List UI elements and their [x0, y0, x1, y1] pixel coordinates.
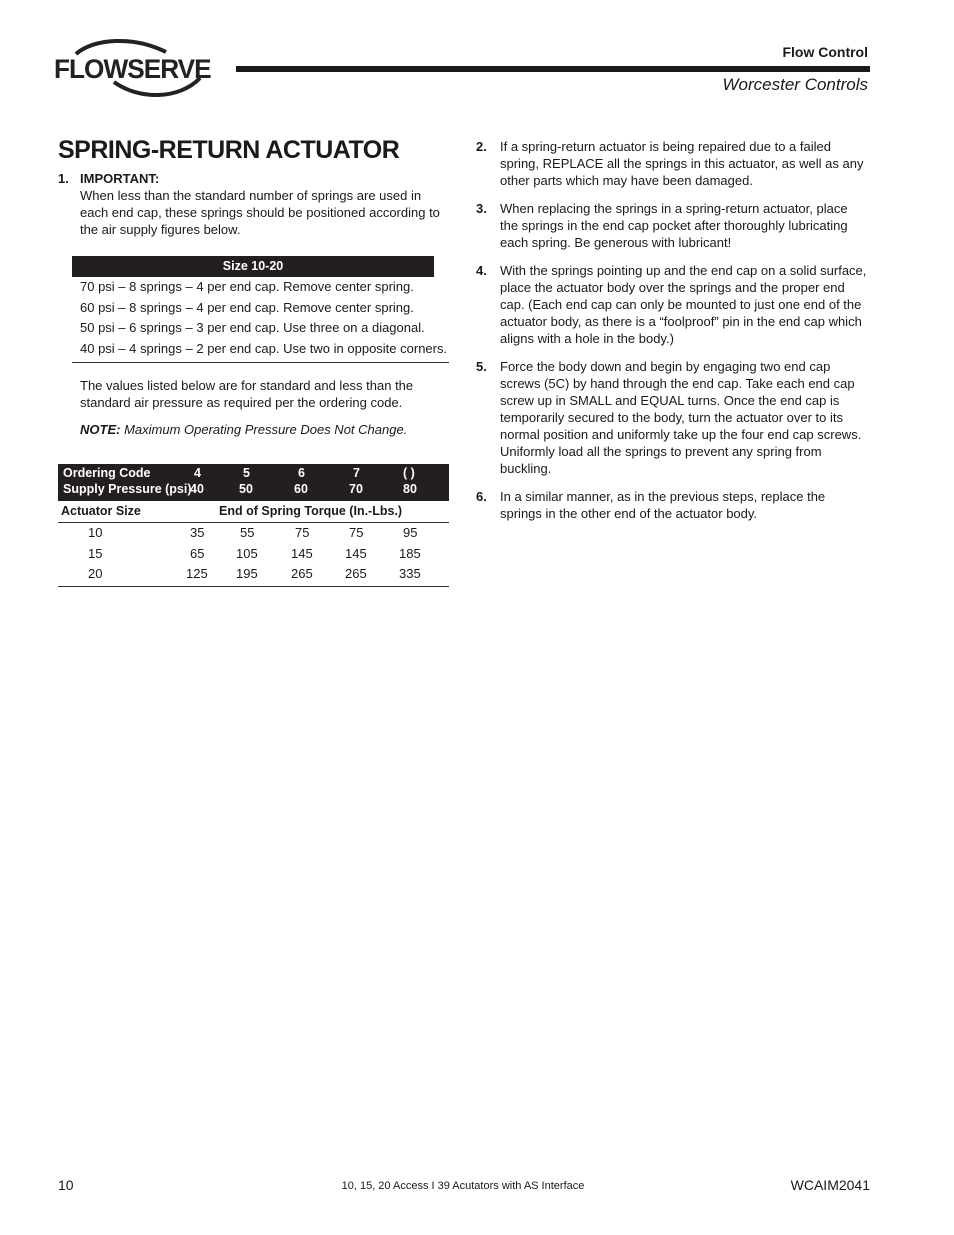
- pressure-cell: 60: [294, 482, 308, 496]
- size-table-row: 50 psi – 6 springs – 3 per end cap. Use three on a diagonal.: [80, 320, 425, 335]
- step-number: 2.: [476, 139, 487, 154]
- document-code: WCAIM2041: [790, 1177, 870, 1193]
- spring-size-table: [72, 256, 448, 356]
- size-cell: 10: [88, 525, 103, 540]
- important-text: When less than the standard number of springs are used in each end cap, these springs should be positioned according to the air supply figures below.: [80, 188, 440, 237]
- code-cell: 4: [194, 466, 201, 480]
- steps-list: [476, 138, 868, 533]
- size-table-header: Size 10-20: [72, 256, 434, 277]
- pressure-cell: 80: [403, 482, 417, 496]
- torque-cell: 265: [345, 566, 367, 581]
- size-table-row: 70 psi – 8 springs – 4 per end cap. Remove center spring.: [80, 279, 414, 294]
- torque-cell: 105: [236, 545, 258, 561]
- important-item: [58, 170, 448, 238]
- torque-table-header: [58, 464, 449, 501]
- note-text: Maximum Operating Pressure Does Not Change.: [120, 422, 408, 437]
- code-cell: 7: [353, 466, 360, 480]
- size-table-row: 60 psi – 8 springs – 4 per end cap. Remove center spring.: [80, 299, 414, 315]
- supply-pressure-label: Supply Pressure (psi): [63, 482, 192, 496]
- torque-cell: 185: [399, 545, 421, 561]
- size-cell: 15: [88, 545, 103, 561]
- note-label: NOTE:: [80, 422, 121, 437]
- step-number: 4.: [476, 263, 487, 278]
- torque-cell: 95: [403, 525, 418, 540]
- torque-cell: 145: [345, 545, 367, 561]
- list-item: [476, 138, 868, 189]
- code-cell: 6: [298, 466, 305, 480]
- flowserve-logo: [54, 38, 214, 102]
- important-label: IMPORTANT:: [80, 171, 160, 186]
- step-number: 3.: [476, 201, 487, 216]
- torque-cell: 55: [240, 525, 255, 540]
- torque-cell: 125: [186, 566, 208, 581]
- step-text: If a spring-return actuator is being repaired due to a failed spring, REPLACE all the springs in this actuator, as well as any other parts which may have been damaged.: [500, 139, 864, 188]
- size-table-rule: [72, 362, 449, 363]
- page-title: SPRING-RETURN ACTUATOR: [58, 136, 400, 164]
- item-number: 1.: [58, 171, 69, 186]
- step-number: 6.: [476, 489, 487, 504]
- list-item: [476, 488, 868, 522]
- torque-cell: 65: [190, 545, 205, 561]
- step-text: When replacing the springs in a spring-return actuator, place the springs in the end cap pocket after thoroughly lubricating each spring. Be generous with lubricant!: [500, 201, 848, 250]
- size-table-row: 40 psi – 4 springs – 2 per end cap. Use two in opposite corners.: [80, 340, 448, 356]
- logo-text: FLOWSERVE: [54, 54, 211, 84]
- torque-cell: 75: [349, 525, 364, 540]
- torque-table-rule: [58, 586, 449, 587]
- code-cell: ( ): [403, 466, 415, 480]
- division-label: Flow Control: [782, 44, 868, 60]
- torque-table: [58, 464, 449, 587]
- list-item: [476, 262, 868, 347]
- values-paragraph: The values listed below are for standard and less than the standard air pressure as required per the ordering code.: [80, 378, 414, 410]
- torque-cell: 145: [291, 545, 313, 561]
- step-number: 5.: [476, 359, 487, 374]
- actuator-size-label: Actuator Size: [61, 504, 141, 518]
- code-cell: 5: [243, 466, 250, 480]
- torque-cell: 75: [295, 525, 310, 540]
- page-number: 10: [58, 1177, 74, 1193]
- list-item: [476, 200, 868, 251]
- ordering-code-label: Ordering Code: [63, 466, 151, 480]
- torque-label: End of Spring Torque (In.-Lbs.): [219, 504, 403, 518]
- torque-subheader: [58, 501, 449, 523]
- note: [80, 421, 440, 438]
- list-item: [476, 358, 868, 477]
- torque-cell: 195: [236, 566, 258, 581]
- torque-cell: 335: [399, 566, 421, 581]
- table-row: [58, 523, 449, 544]
- table-row: [58, 544, 449, 565]
- torque-cell: 265: [291, 566, 313, 581]
- header-rule: [236, 66, 870, 72]
- step-text: In a similar manner, as in the previous steps, replace the springs in the other end of the actuator body.: [500, 489, 826, 521]
- pressure-cell: 50: [239, 482, 253, 496]
- footer-title: 10, 15, 20 Access I 39 Acutators with AS Interface: [341, 1180, 585, 1192]
- size-cell: 20: [88, 566, 103, 581]
- step-text: Force the body down and begin by engaging two end cap screws (5C) by hand through the end cap. Take each end cap screw up in SMALL and EQUAL turns. Once the end cap is temporarily secured to the body, turn the actuator over to its normal position and uniformly take up the four end cap screws. Uniformly load all the springs to prevent any spring from buckling.: [500, 359, 862, 476]
- torque-cell: 35: [190, 525, 205, 540]
- pressure-cell: 70: [349, 482, 363, 496]
- table-row: [58, 564, 449, 585]
- step-text: With the springs pointing up and the end cap on a solid surface, place the actuator body over the springs and the proper end cap. (Each end cap can only be mounted to just one end of the actuator body, as there is a “foolproof” pin in the end cap which aligns with a hole in the body.): [500, 263, 867, 346]
- pressure-cell: 40: [190, 482, 204, 496]
- brand-label: Worcester Controls: [722, 75, 868, 94]
